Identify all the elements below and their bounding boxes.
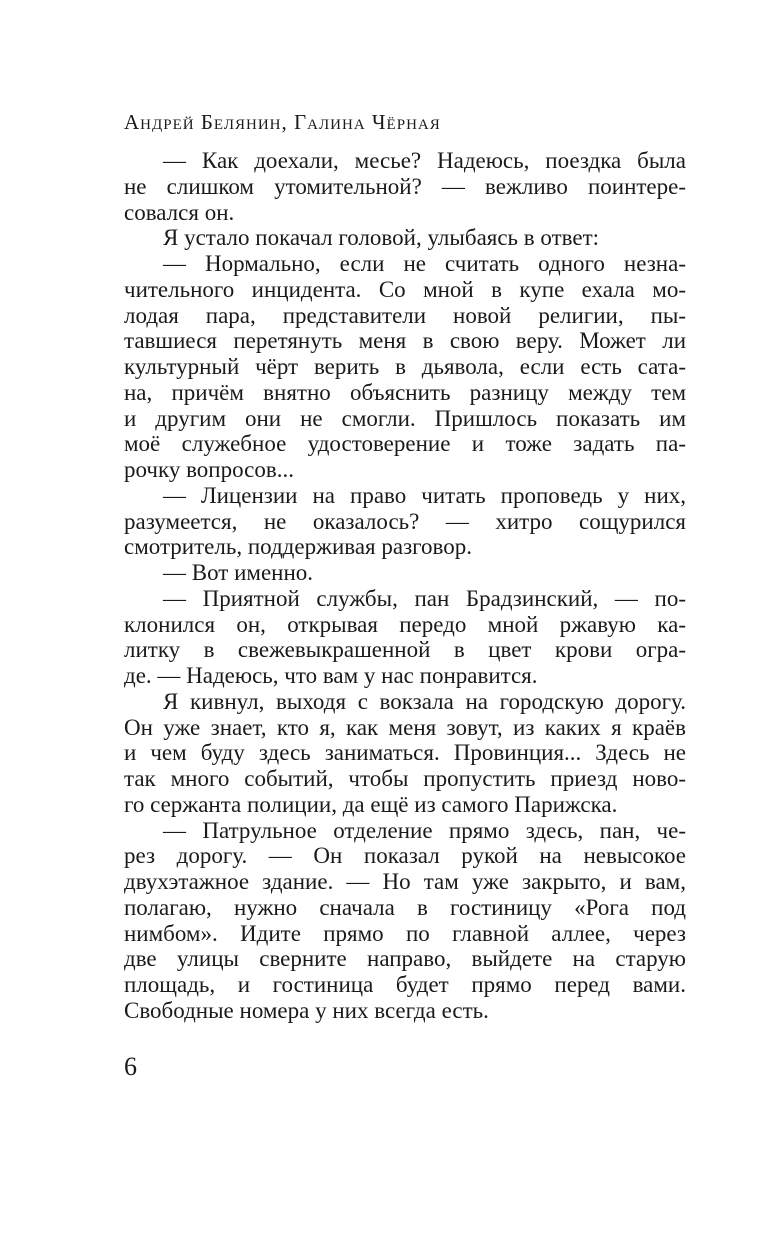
text-line: — Лицензии на право читать проповедь у них, [163, 482, 686, 508]
page-number: 6 [124, 1052, 137, 1081]
text-line: две улицы сверните направо, выйдете на старую [124, 946, 686, 972]
text-line: двухэтажное здание. — Но там уже закрыто, и вам, [124, 869, 686, 894]
text-line: смотритель, поддерживая разговор. [124, 534, 472, 560]
text-line: совался он. [124, 199, 235, 225]
text-line: Он уже знает, кто я, как меня зовут, из каких я краёв [124, 714, 686, 740]
text-line: полагаю, нужно сначала в гостиницу «Рога под [124, 894, 686, 920]
text-line: рез дорогу. — Он показал рукой на невысокое [124, 843, 686, 869]
text-line: разумеется, не оказалось? — хитро сощурился [124, 508, 686, 534]
text-line: лодая пара, представители новой религии, пы- [124, 302, 686, 328]
text-line: — Как доехали, месье? Надеюсь, поездка была [163, 148, 686, 173]
text-line: клонился он, открывая передо мной ржавую ка- [124, 611, 686, 637]
text-line: — Вот именно. [163, 560, 314, 585]
body-text [124, 148, 686, 1024]
text-line: рочку вопросов... [124, 457, 294, 482]
text-line: го сержанта полиции, да ещё из самого Парижска. [124, 791, 618, 817]
text-line: — Приятной службы, пан Брадзинский, — по- [163, 585, 686, 611]
text-line: Я устало покачал головой, улыбаясь в ответ: [163, 225, 600, 251]
text-line: чительного инцидента. Со мной в купе ехала мо- [124, 276, 686, 302]
text-line: литку в свежевыкрашенной в цвет крови огра- [124, 637, 686, 663]
text-line: и чем буду здесь заниматься. Провинция... Здесь не [124, 740, 686, 766]
running-head: Андрей Белянин, Галина Чёрная [124, 110, 441, 134]
text-line: культурный чёрт верить в дьявола, если есть сата- [124, 354, 686, 379]
text-line: и другим они не смогли. Пришлось показать им [124, 405, 686, 431]
text-line: так много событий, чтобы пропустить приезд ново- [124, 766, 686, 791]
text-line: нимбом». Идите прямо по главной аллее, через [124, 920, 686, 946]
text-line: — Патрульное отделение прямо здесь, пан, че- [163, 817, 686, 843]
text-line: не слишком утомительной? — вежливо поинтере- [124, 173, 686, 199]
text-line: площадь, и гостиница будет прямо перед вами. [124, 972, 686, 997]
text-line: моё служебное удостоверение и тоже задать па- [124, 431, 686, 457]
text-line: тавшиеся перетянуть меня в свою веру. Может ли [124, 328, 686, 354]
text-line: Свободные номера у них всегда есть. [124, 997, 489, 1023]
text-line: — Нормально, если не считать одного незна- [163, 251, 686, 276]
text-line: Я кивнул, выходя с вокзала на городскую дорогу. [163, 688, 686, 714]
text-line: на, причём внятно объяснить разницу между тем [124, 379, 686, 405]
text-line: де. — Надеюсь, что вам у нас понравится. [124, 663, 538, 688]
